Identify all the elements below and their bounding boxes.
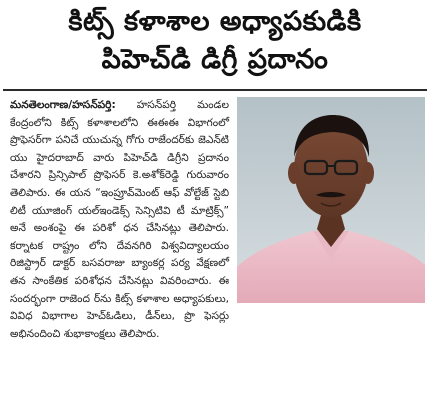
photo-frame	[237, 97, 425, 303]
headline-line-2: పిహెచ్‌డి డిగ్రీ ప్రదానం	[101, 44, 329, 75]
headline	[3, 3, 427, 79]
headline-line-1: కిట్స్ కళాశాల అధ్యాపకుడికి	[68, 6, 362, 37]
news-clipping	[3, 3, 427, 413]
article-body	[10, 97, 425, 343]
dateline: మనతెలంగాణ/హసన్‌పర్తి:	[10, 99, 116, 111]
portrait-photo	[237, 97, 425, 303]
portrait-image	[237, 97, 425, 303]
article-text: హసన్‌పర్తి మండల కేంద్రంలోని కిట్స్ కళాశాలలోని ఈఈఈ విభాగంలో ప్రొఫెసర్‌గా పనిచే యుచున్న గోగు రాజేందర్‌కు జెఎన్‌టి యు హైదరాబాద్ వారు పిహెచ్‌డి డిగ్రీని ప్రదానం చేశారని ప్రిన్సిపాల్ ప్రొఫెసర్ కె.అశోక్‌రెడ్డి గురువారం తెలిపారు. ఈ యన “ఇంప్రూవ్‌మెంట్ ఆఫ్ వోల్టేజ్ స్టెబి లిటీ యూజింగ్ యల్‌ఇండెక్స్ సెన్సిటివి టీ మాట్రిక్స్” అనే అంశంపై ఈ పరిశో ధన చేసినట్లు తెలిపారు. కర్నాటక రాష్ట్రం లోని దేవనగిరి విశ్వవిద్యాలయం రిజిస్ట్రార్ డాక్టర్ బసవరాజు బ్యాంకర్ల పర్య వేక్షణలో తన సాంకేతిక పరిశోధన చేసినట్లు వివరించారు. ఈ సందర్భంగా రాజెంద ర్‌ను కిట్స్ కళాశాల అధ్యాపకులు, వివిధ విభాగాల హెచ్ఓడిలు, డీన్‌లు, ప్రొ ఫెసర్లు అభినందించి శుభాకాంక్షలు తెలిపారు.	[10, 99, 229, 340]
headline-divider	[3, 89, 427, 91]
